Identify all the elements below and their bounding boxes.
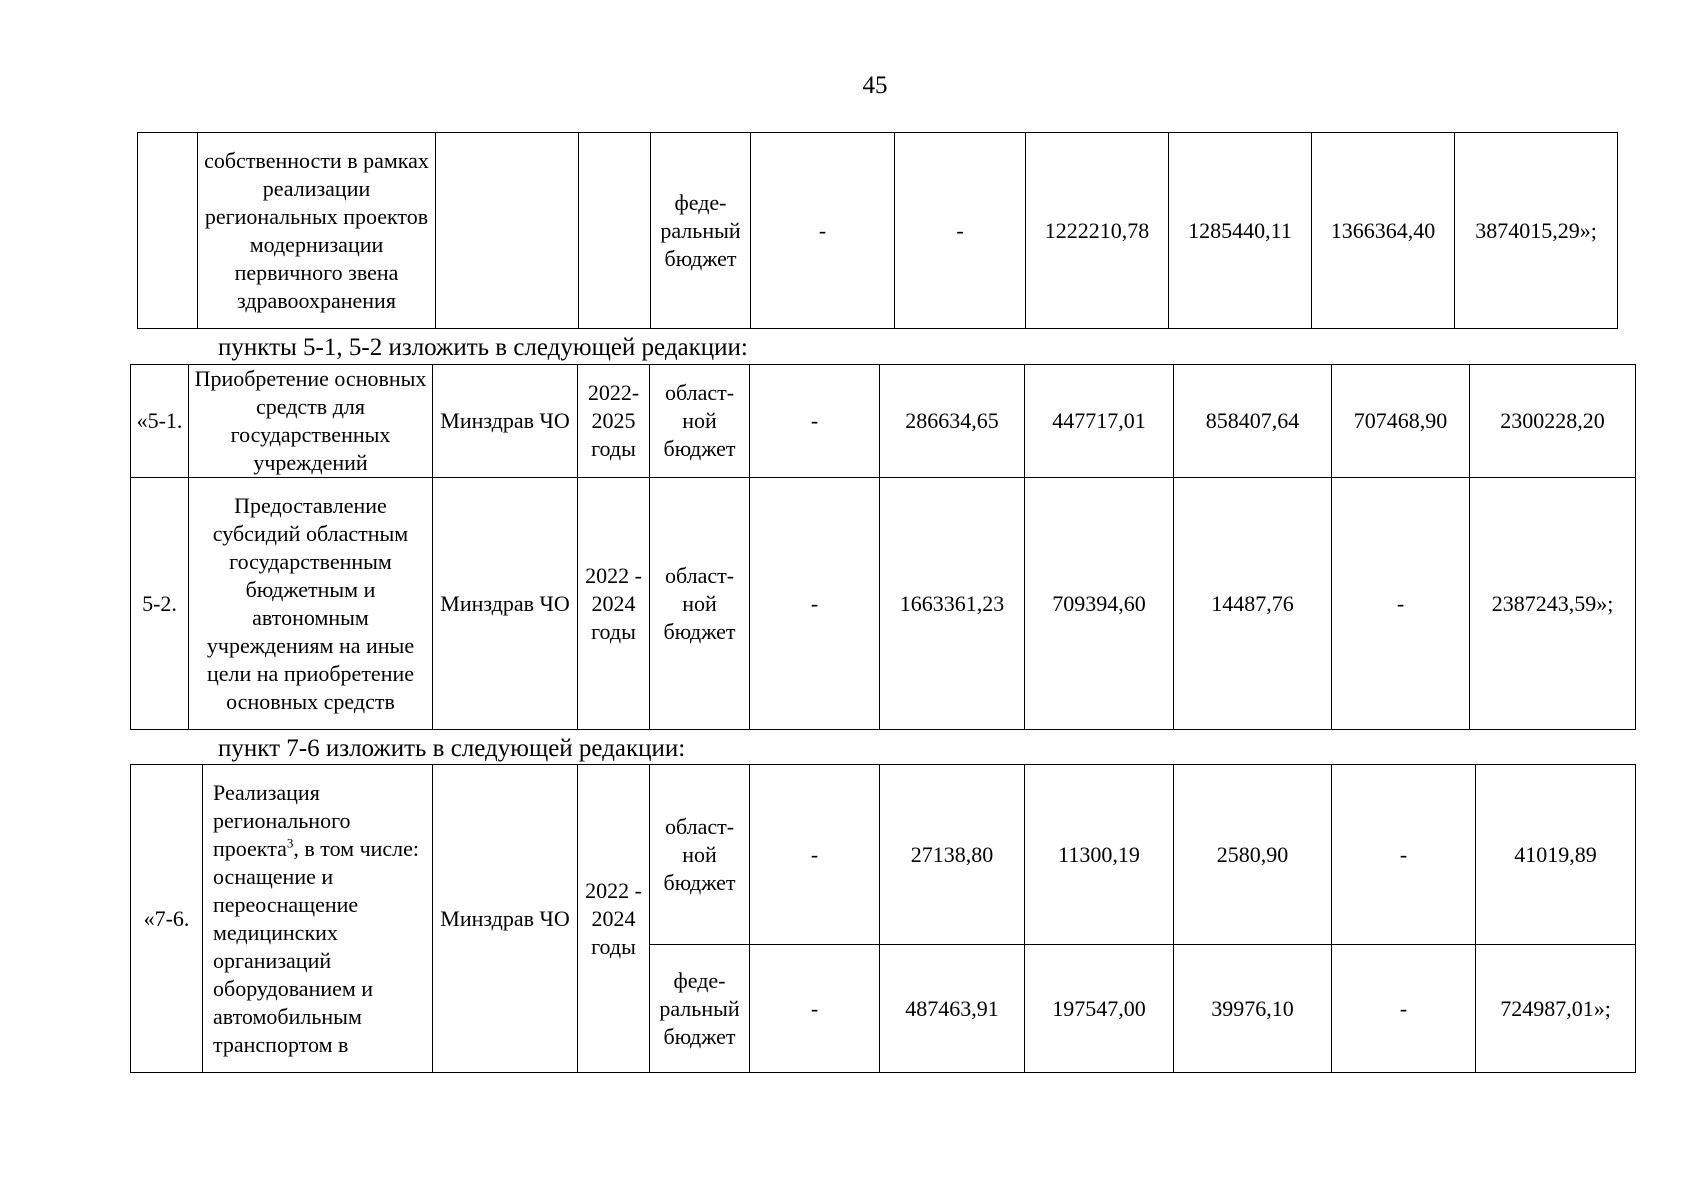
row-total: 3874015,29»; — [1455, 133, 1618, 329]
row-period: 2022 - 2024 годы — [578, 478, 650, 730]
row-value-4: 14487,76 — [1174, 478, 1332, 730]
row-executor: Минздрав ЧО — [433, 478, 578, 730]
table-row — [131, 765, 1636, 945]
row-executor: Минздрав ЧО — [433, 765, 578, 1073]
row-total: 2387243,59»; — [1470, 478, 1636, 730]
row-value-1: - — [750, 365, 880, 478]
row-number — [138, 133, 198, 329]
table-row — [138, 133, 1618, 329]
items-5-table — [130, 364, 1636, 730]
row-description — [203, 765, 433, 1073]
row-funding-source: област-ной бюджет — [650, 478, 750, 730]
row-value-1: - — [750, 765, 880, 945]
description-text: , в том числе: оснащение и переоснащение медицинских организаций оборудованием и автомобильным транспортом в — [213, 835, 420, 1057]
row-total: 724987,01»; — [1476, 945, 1636, 1073]
row-description: Приобретение основных средств для государственных учреждений — [189, 365, 433, 478]
row-funding-source: област-ной бюджет — [650, 365, 750, 478]
row-funding-source: феде-ральный бюджет — [651, 133, 751, 329]
row-value-2: 27138,80 — [880, 765, 1025, 945]
row-value-2: 487463,91 — [880, 945, 1025, 1073]
row-value-3: 11300,19 — [1025, 765, 1174, 945]
amendment-heading: пункты 5-1, 5-2 изложить в следующей редакции: — [218, 334, 748, 361]
table-row — [131, 365, 1636, 478]
row-value-2: 286634,65 — [880, 365, 1025, 478]
row-value-1: - — [751, 133, 895, 329]
row-value-2: 1663361,23 — [880, 478, 1025, 730]
row-value-3: 447717,01 — [1025, 365, 1174, 478]
row-number: 5-2. — [131, 478, 189, 730]
table-row — [131, 478, 1636, 730]
row-value-5: - — [1332, 945, 1476, 1073]
row-executor: Минздрав ЧО — [433, 365, 578, 478]
row-value-4: 39976,10 — [1174, 945, 1332, 1073]
row-funding-source: област-ной бюджет — [650, 765, 750, 945]
footnote-marker: 3 — [286, 835, 294, 851]
row-description: Предоставление субсидий областным государственным бюджетным и автономным учреждениям на иные цели на приобретение основных средств — [189, 478, 433, 730]
continuation-table — [137, 132, 1618, 329]
row-total: 41019,89 — [1476, 765, 1636, 945]
row-value-4: 1285440,11 — [1169, 133, 1312, 329]
row-funding-source: феде-ральный бюджет — [650, 945, 750, 1073]
row-period: 2022-2025 годы — [578, 365, 650, 478]
row-value-2: - — [895, 133, 1026, 329]
amendment-heading: пункт 7-6 изложить в следующей редакции: — [218, 735, 686, 762]
row-number: «5-1. — [131, 365, 189, 478]
row-number: «7-6. — [131, 765, 203, 1073]
row-value-3: 709394,60 — [1025, 478, 1174, 730]
row-period — [579, 133, 651, 329]
row-value-1: - — [750, 945, 880, 1073]
row-value-1: - — [750, 478, 880, 730]
row-value-5: - — [1332, 478, 1470, 730]
row-value-5: - — [1332, 765, 1476, 945]
row-value-3: 197547,00 — [1025, 945, 1174, 1073]
row-period: 2022 - 2024 годы — [578, 765, 650, 1073]
row-description: собственности в рамках реализации региональных проектов модернизации первичного звена здравоохранения — [198, 133, 436, 329]
item-7-6-table — [130, 764, 1636, 1073]
page-number: 45 — [862, 72, 888, 99]
row-value-5: 707468,90 — [1332, 365, 1470, 478]
row-value-4: 2580,90 — [1174, 765, 1332, 945]
row-executor — [436, 133, 579, 329]
row-total: 2300228,20 — [1470, 365, 1636, 478]
row-value-3: 1222210,78 — [1026, 133, 1169, 329]
description-text: Реализация регионального проекта — [213, 779, 351, 861]
row-value-4: 858407,64 — [1174, 365, 1332, 478]
row-value-5: 1366364,40 — [1312, 133, 1455, 329]
